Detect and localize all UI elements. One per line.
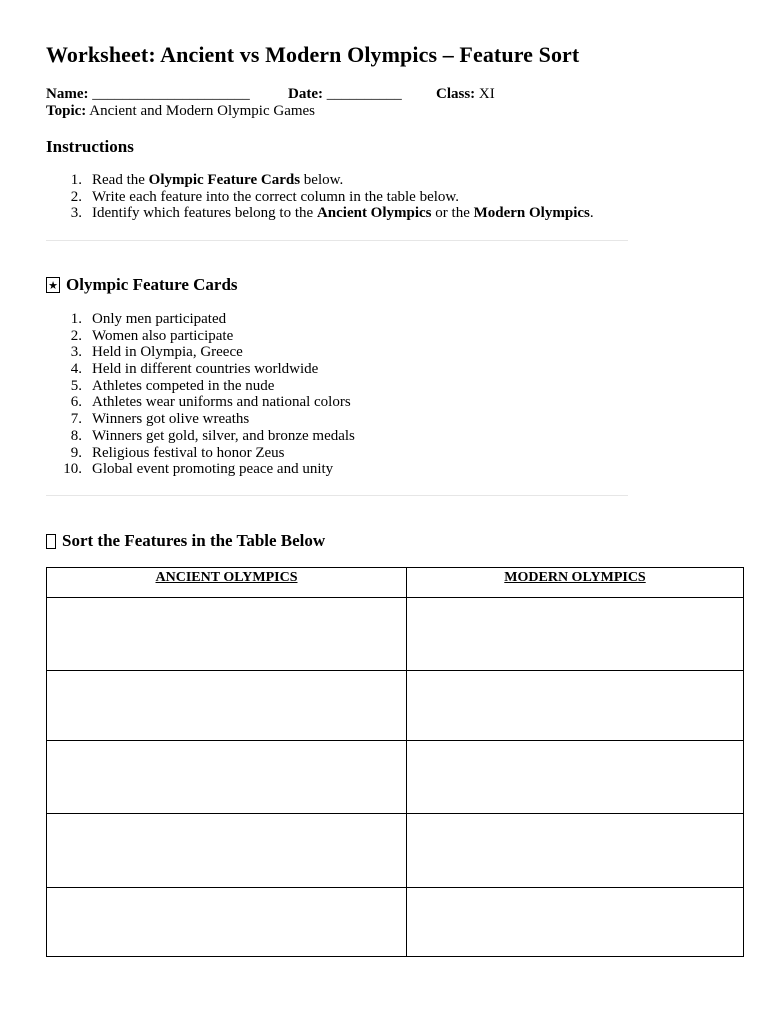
class-label: Class: xyxy=(436,86,476,102)
instructions-heading: Instructions xyxy=(46,137,134,156)
feature-card-text: Religious festival to honor Zeus xyxy=(92,444,285,461)
instruction-item xyxy=(46,205,594,222)
feature-card-number: 9. xyxy=(70,444,82,461)
page-title: Worksheet: Ancient vs Modern Olympics – Feature Sort xyxy=(46,42,580,67)
instruction-text: Identify which features belong to the xyxy=(92,205,317,222)
feature-card-item xyxy=(46,311,355,328)
missing-glyph-icon xyxy=(46,534,56,549)
feature-card-text: Women also participate xyxy=(92,327,234,344)
sort-table xyxy=(46,567,744,957)
feature-card-number: 8. xyxy=(70,427,82,444)
feature-card-number: 1. xyxy=(70,311,82,327)
date-blank[interactable]: __________ xyxy=(326,86,402,102)
ancient-cell[interactable] xyxy=(47,888,407,957)
feature-card-text: Held in different countries worldwide xyxy=(92,361,319,378)
cards-heading xyxy=(46,275,238,295)
instruction-text: or the xyxy=(431,205,474,222)
feature-card-number: 7. xyxy=(70,411,82,428)
date-label: Date: xyxy=(288,86,323,102)
feature-card-number: 6. xyxy=(70,394,82,411)
table-row xyxy=(47,888,744,957)
table-row xyxy=(47,598,744,671)
instruction-emphasis: Modern Olympics xyxy=(473,205,590,222)
date-field[interactable] xyxy=(288,86,402,103)
feature-card-text: Winners get gold, silver, and bronze medals xyxy=(92,427,355,444)
feature-card-item xyxy=(46,344,355,361)
feature-card-item xyxy=(46,361,355,378)
instruction-text: Read the xyxy=(92,172,149,188)
feature-card-number: 5. xyxy=(70,377,82,394)
section-divider xyxy=(46,495,628,496)
star-icon: ★ xyxy=(46,277,60,293)
modern-cell[interactable] xyxy=(407,741,744,814)
name-blank[interactable]: _____________________ xyxy=(92,86,250,102)
instruction-emphasis: Olympic Feature Cards xyxy=(148,172,301,188)
feature-card-number: 3. xyxy=(70,344,82,361)
modern-cell[interactable] xyxy=(407,814,744,888)
feature-card-text: Athletes competed in the nude xyxy=(92,377,275,394)
instruction-item xyxy=(46,172,594,189)
feature-card-text: Only men participated xyxy=(92,311,227,327)
sort-heading-text: Sort the Features in the Table Below xyxy=(62,531,326,550)
topic-value: Ancient and Modern Olympic Games xyxy=(89,103,316,119)
cards-heading-text: Olympic Feature Cards xyxy=(66,275,238,294)
instruction-emphasis: Ancient Olympics xyxy=(316,205,432,222)
modern-cell[interactable] xyxy=(407,888,744,957)
ancient-cell[interactable] xyxy=(47,741,407,814)
ancient-cell[interactable] xyxy=(47,598,407,671)
ancient-cell[interactable] xyxy=(47,814,407,888)
ancient-cell[interactable] xyxy=(47,671,407,741)
feature-card-number: 2. xyxy=(70,327,82,344)
feature-card-number: 10. xyxy=(63,461,82,478)
instruction-number: 1. xyxy=(70,172,82,188)
feature-card-item xyxy=(46,411,355,428)
feature-card-item xyxy=(46,328,355,345)
feature-card-number: 4. xyxy=(70,361,82,378)
topic-label: Topic: xyxy=(46,103,87,119)
instruction-number: 2. xyxy=(70,188,82,205)
feature-card-item xyxy=(46,445,355,462)
feature-card-text: Global event promoting peace and unity xyxy=(92,461,334,478)
feature-card-item xyxy=(46,394,355,411)
instruction-number: 3. xyxy=(70,205,82,222)
instruction-text: Write each feature into the correct column in the table below. xyxy=(92,188,460,205)
table-row xyxy=(47,814,744,888)
modern-cell[interactable] xyxy=(407,671,744,741)
feature-card-text: Winners got olive wreaths xyxy=(92,411,250,428)
table-row xyxy=(47,741,744,814)
table-row xyxy=(47,671,744,741)
feature-cards-list xyxy=(46,311,355,478)
feature-card-item xyxy=(46,378,355,395)
feature-card-text: Held in Olympia, Greece xyxy=(92,344,243,361)
instruction-item xyxy=(46,189,594,206)
name-label: Name: xyxy=(46,86,89,102)
instructions-list xyxy=(46,172,594,222)
instruction-text: . xyxy=(589,205,594,222)
feature-card-text: Athletes wear uniforms and national colors xyxy=(92,394,351,411)
table-header-row xyxy=(47,568,744,598)
modern-cell[interactable] xyxy=(407,598,744,671)
feature-card-item xyxy=(46,428,355,445)
modern-olympics-header: MODERN OLYMPICS xyxy=(407,568,744,598)
topic-line xyxy=(46,103,315,120)
name-field[interactable] xyxy=(46,86,250,103)
sort-heading xyxy=(46,531,325,551)
instruction-text: below. xyxy=(300,172,344,188)
class-field xyxy=(436,86,495,103)
feature-card-item xyxy=(46,461,355,478)
section-divider xyxy=(46,240,628,241)
ancient-olympics-header: ANCIENT OLYMPICS xyxy=(47,568,407,598)
class-value: XI xyxy=(478,86,495,102)
